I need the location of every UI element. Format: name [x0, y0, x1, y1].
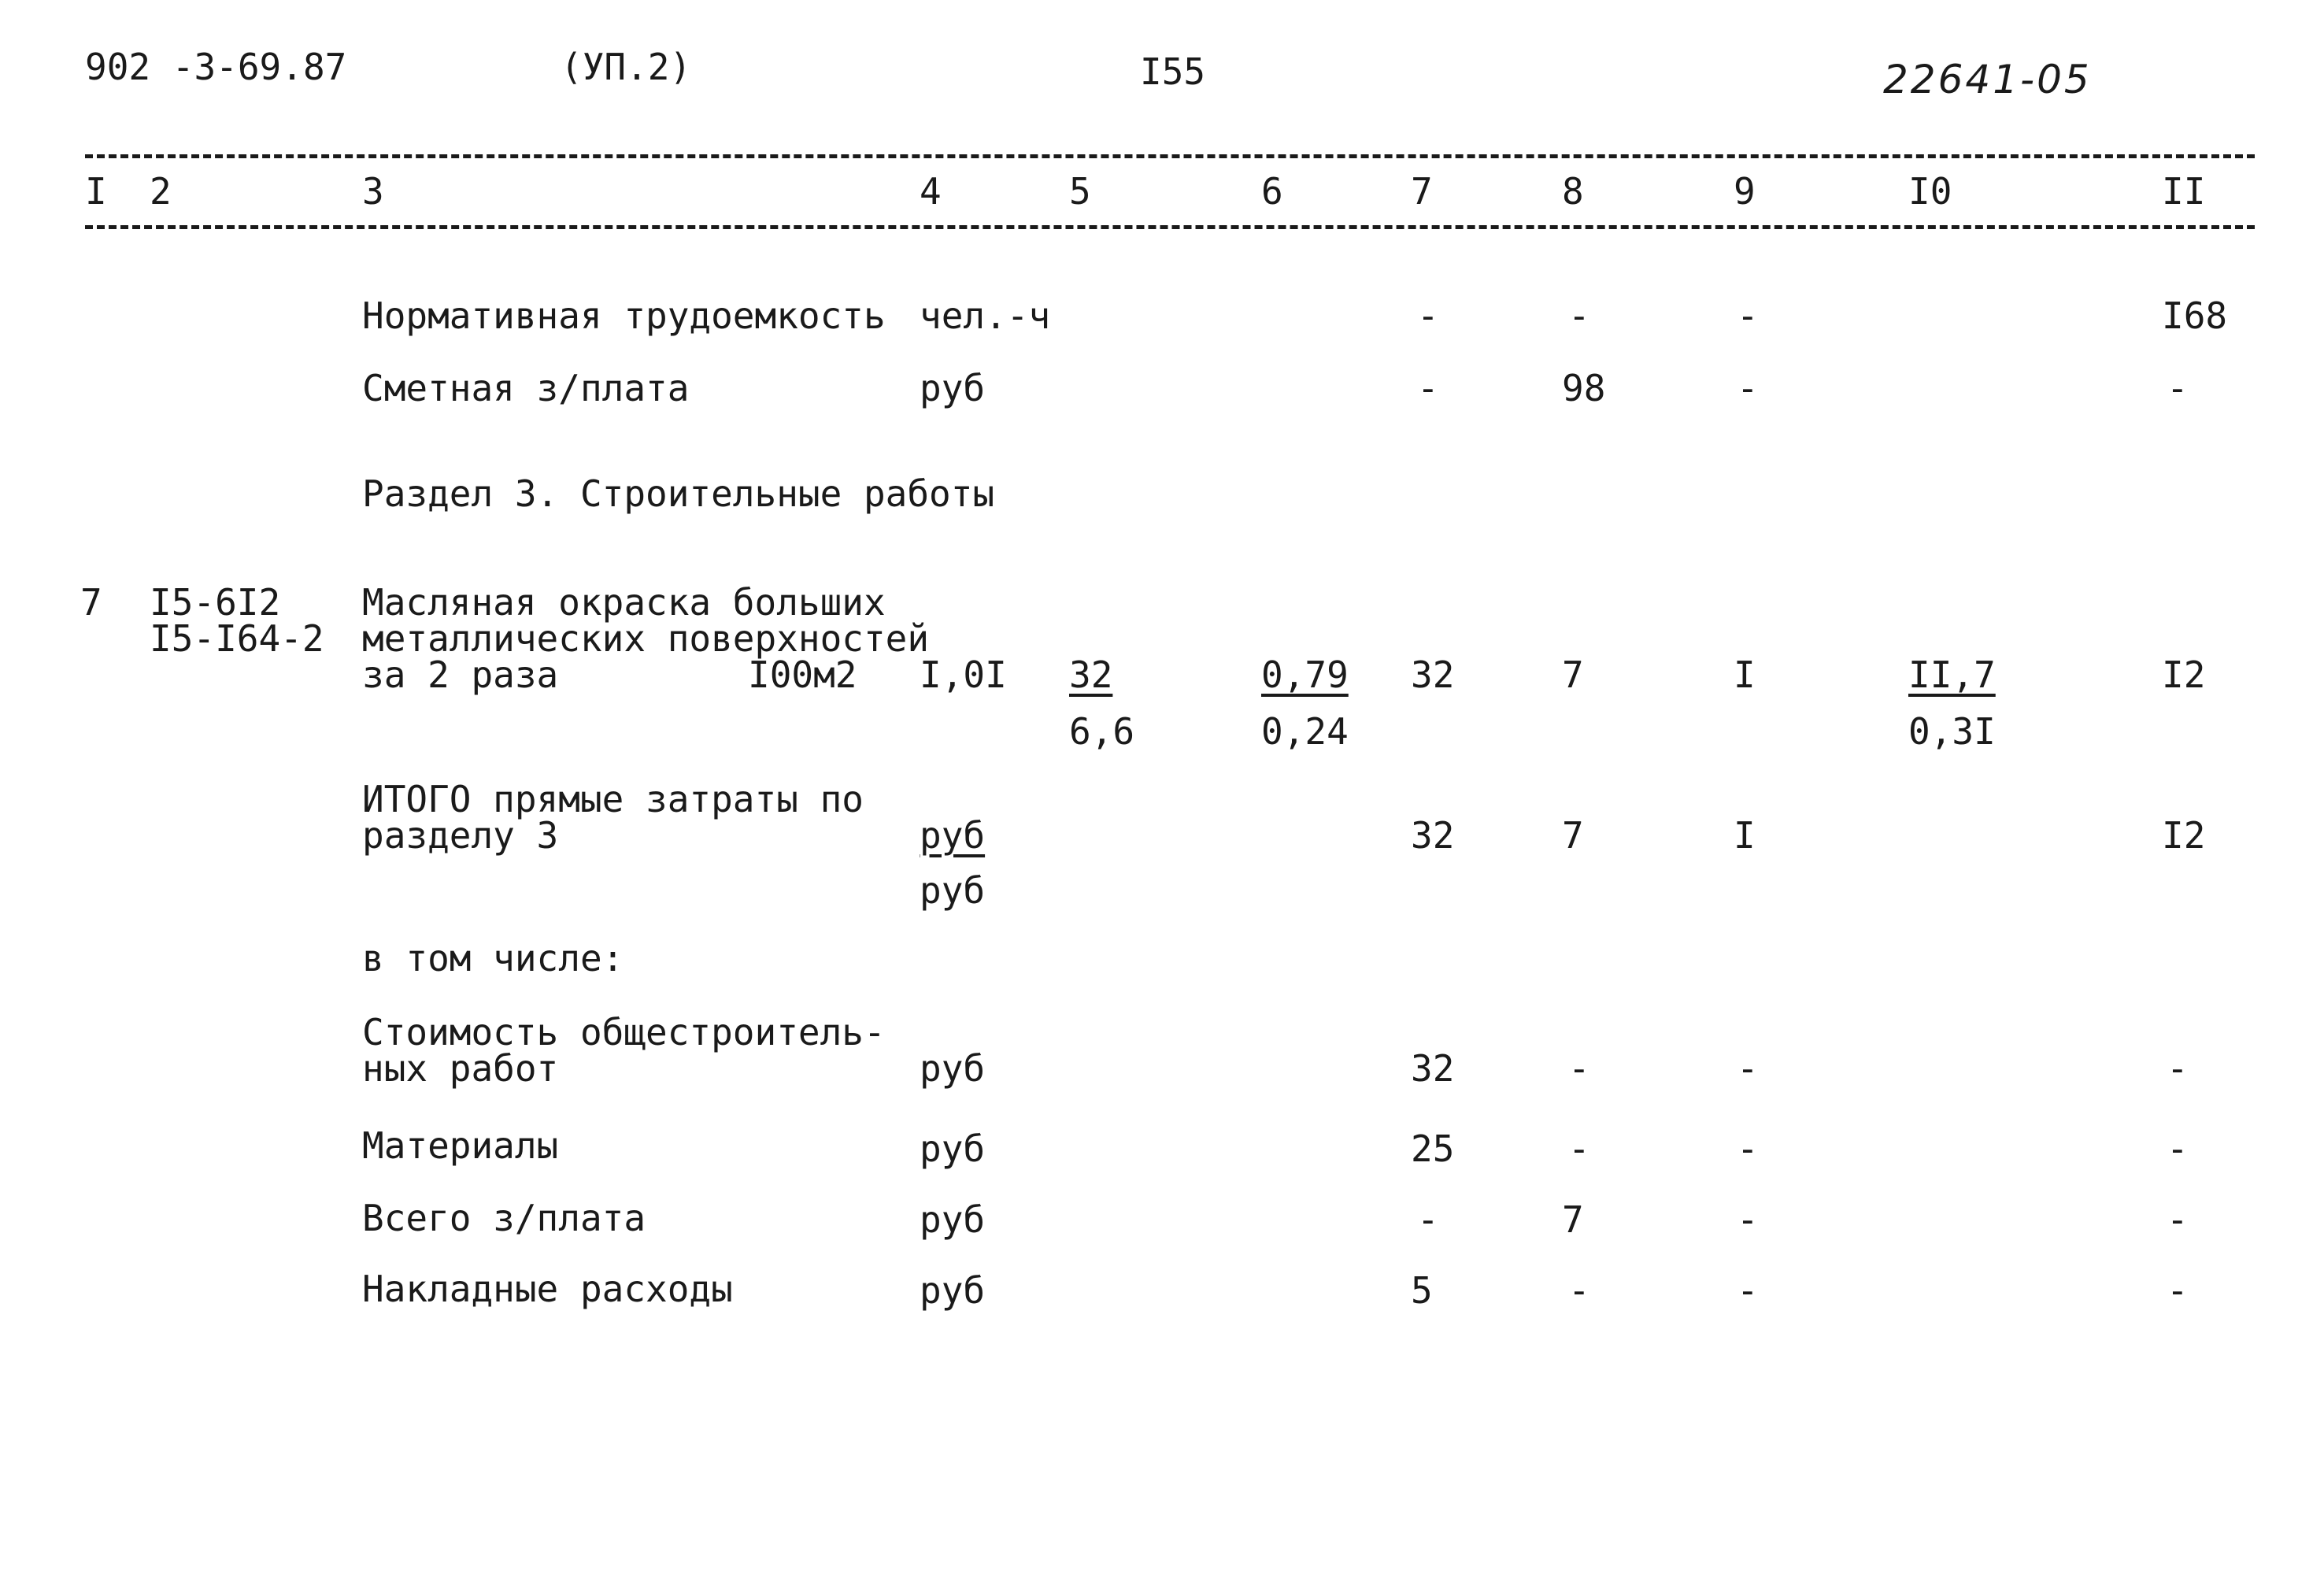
- estimate-wage-c9: -: [1737, 367, 1759, 409]
- item7-c9: I: [1734, 654, 1756, 696]
- col-header-1: I: [85, 170, 107, 213]
- col-header-6: 6: [1261, 170, 1283, 213]
- col-header-2: 2: [150, 170, 172, 213]
- including-label: в том числе:: [362, 937, 624, 979]
- estimate-wage-unit: руб: [920, 367, 986, 409]
- total-direct-unit-bottom: руб: [920, 869, 986, 912]
- total-wage-c7: -: [1417, 1198, 1439, 1241]
- total-wage-c8: 7: [1562, 1198, 1584, 1241]
- item7-qty: I,0I: [920, 654, 1007, 696]
- labor-norm-c11: I68: [2162, 294, 2228, 337]
- materials-c9: -: [1737, 1127, 1759, 1170]
- general-works-c9: -: [1737, 1047, 1759, 1090]
- item7-c6-bottom: 0,24: [1261, 710, 1349, 753]
- general-works-c8: -: [1568, 1047, 1590, 1090]
- item7-c10-bottom: 0,3I: [1908, 710, 1996, 753]
- total-wage-c11: -: [2167, 1198, 2189, 1241]
- doc-code: 902 -3-69.87: [85, 46, 347, 88]
- total-wage-name: Всего з/плата: [362, 1197, 646, 1239]
- item7-c8: 7: [1562, 654, 1584, 696]
- header-rule-bottom: [85, 225, 2255, 229]
- general-works-line-1: Стоимость общестроитель-: [362, 1011, 886, 1053]
- col-header-8: 8: [1562, 170, 1584, 213]
- labor-norm-c7: -: [1417, 294, 1439, 337]
- col-header-5: 5: [1069, 170, 1091, 213]
- col-header-4: 4: [920, 170, 942, 213]
- labor-norm-c8: -: [1568, 294, 1590, 337]
- materials-c11: -: [2167, 1127, 2189, 1170]
- overhead-c8: -: [1568, 1269, 1590, 1312]
- general-works-c11: -: [2167, 1047, 2189, 1090]
- col-header-9: 9: [1734, 170, 1756, 213]
- item7-number: 7: [80, 581, 102, 624]
- col-header-10: I0: [1908, 170, 1952, 213]
- materials-c7: 25: [1411, 1127, 1455, 1170]
- item7-c5-bottom: 6,6: [1069, 710, 1135, 753]
- col-header-3: 3: [362, 170, 384, 213]
- overhead-c7: 5: [1411, 1269, 1433, 1312]
- materials-unit: руб: [920, 1127, 986, 1170]
- materials-name: Материалы: [362, 1124, 559, 1167]
- total-wage-unit: руб: [920, 1198, 986, 1241]
- estimate-wage-name: Сметная з/плата: [362, 367, 690, 409]
- total-direct-c7: 32: [1411, 814, 1455, 857]
- item7-c11: I2: [2162, 654, 2206, 696]
- total-direct-c9: I: [1734, 814, 1756, 857]
- item7-c7: 32: [1411, 654, 1455, 696]
- item7-code-1: I5-6I2: [150, 581, 281, 624]
- item7-name-line-2: металлических поверхностей: [362, 617, 930, 660]
- total-direct-unit-top: руб: [920, 814, 986, 857]
- overhead-c9: -: [1737, 1269, 1759, 1312]
- general-works-line-2: ных работ: [362, 1047, 559, 1090]
- labor-norm-name: Нормативная трудоемкость: [362, 294, 886, 337]
- overhead-c11: -: [2167, 1269, 2189, 1312]
- materials-c8: -: [1568, 1127, 1590, 1170]
- estimate-wage-c8: 98: [1562, 367, 1606, 409]
- labor-norm-unit: чел.-ч: [920, 294, 1051, 337]
- general-works-unit: руб: [920, 1047, 986, 1090]
- item7-measure: I00м2: [748, 654, 857, 696]
- item7-code-2: I5-I64-2: [150, 617, 324, 660]
- general-works-c7: 32: [1411, 1047, 1455, 1090]
- overhead-unit: руб: [920, 1269, 986, 1312]
- section-title: Раздел 3. Строительные работы: [362, 472, 995, 515]
- estimate-wage-c7: -: [1417, 367, 1439, 409]
- album-label: (УП.2): [561, 46, 692, 88]
- item7-name-line-3: за 2 раза: [362, 654, 559, 696]
- overhead-name: Накладные расходы: [362, 1268, 733, 1310]
- total-direct-c8: 7: [1562, 814, 1584, 857]
- total-direct-line-1: ИТОГО прямые затраты по: [362, 778, 864, 820]
- header-rule-top: [85, 154, 2255, 158]
- item7-c10-top: II,7: [1908, 654, 1996, 696]
- page-number: I55: [1140, 50, 1206, 93]
- estimate-wage-c11: -: [2167, 367, 2189, 409]
- item7-c5-top: 32: [1069, 654, 1113, 696]
- total-direct-c11: I2: [2162, 814, 2206, 857]
- total-wage-c9: -: [1737, 1198, 1759, 1241]
- total-direct-line-2: разделу 3: [362, 814, 559, 857]
- item7-c6-top: 0,79: [1261, 654, 1349, 696]
- col-header-11: II: [2162, 170, 2206, 213]
- inventory-number: 22641-05: [1883, 57, 2092, 102]
- col-header-7: 7: [1411, 170, 1433, 213]
- item7-name-line-1: Масляная окраска больших: [362, 581, 886, 624]
- labor-norm-c9: -: [1737, 294, 1759, 337]
